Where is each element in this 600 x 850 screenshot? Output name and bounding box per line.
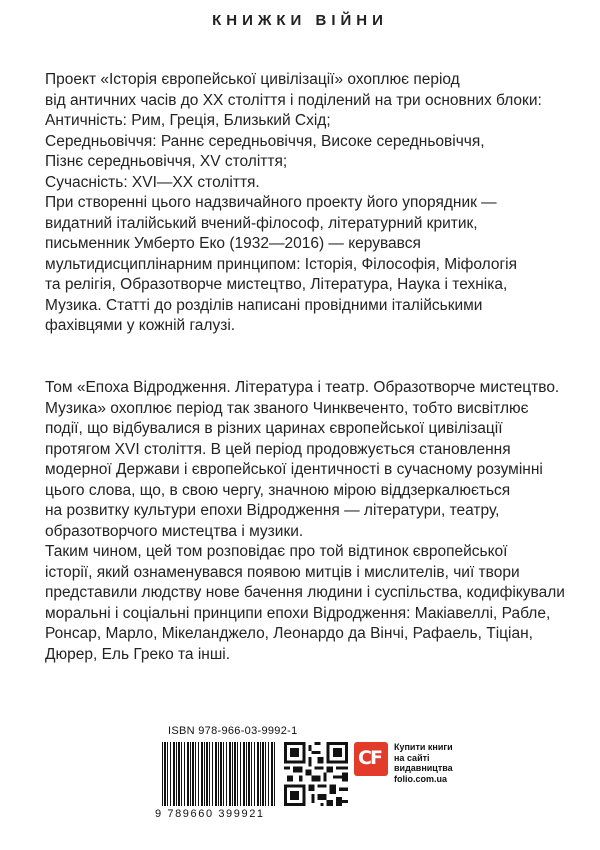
text-line: Том «Епоха Відродження. Література і театр. Образотворче мистецтво. bbox=[45, 379, 560, 396]
publisher-line: Купити книги bbox=[394, 742, 453, 752]
text-line: Дюрер, Ель Греко та інші. bbox=[45, 645, 231, 663]
text-line: видатний італійський вчений-філософ, літературний критик, bbox=[45, 214, 478, 232]
text-line: представили людству нове бачення людини і суспільства, кодифікували bbox=[45, 584, 565, 601]
publisher-line: видавництва bbox=[394, 763, 453, 773]
text-line: Сучасність: XVI—XX століття. bbox=[45, 173, 260, 191]
text-line: історії, який ознаменувався появою митців і мислителів, чиї твори bbox=[45, 563, 520, 581]
text-line: Античність: Рим, Греція, Близький Схід; bbox=[45, 112, 331, 129]
text-line: Ронсар, Марло, Мікеланджело, Леонардо да Вінчі, Рафаель, Тіціан, bbox=[45, 625, 533, 642]
text-line: Пізнє середньовіччя, XV століття; bbox=[45, 153, 288, 170]
text-line: Музика. Статті до розділів написані провідними італійськими bbox=[45, 296, 483, 314]
text-line: При створенні цього надзвичайного проекту його упорядник — bbox=[45, 194, 497, 211]
text-line: протягом XVI століття. В цей період продовжується становлення bbox=[45, 440, 511, 458]
text-line: образотворчого мистецтва і музики. bbox=[45, 522, 304, 540]
text-line: на розвитку культури епохи Відродження — літератури, театру, bbox=[45, 502, 500, 519]
text-line: Середньовіччя: Раннє середньовіччя, Високе середньовіччя, bbox=[45, 132, 485, 150]
text-line: Таким чином, цей том розповідає про той відтинок європейської bbox=[45, 543, 508, 560]
text-line: та релігія, Образотворче мистецтво, Література, Наука і техніка, bbox=[45, 276, 508, 293]
text-line: цього слова, що, в свою чергу, значною мірою віддзеркалюється bbox=[45, 481, 511, 499]
qr-code-icon[interactable] bbox=[284, 742, 348, 806]
text-line: письменник Умберто Еко (1932—2016) — керувався bbox=[45, 235, 421, 252]
barcode-icon bbox=[162, 742, 276, 806]
text-line: Музика» охоплює період так званого Чинквеченто, тобто висвітлює bbox=[45, 399, 529, 417]
text-line: моральні і соціальні принципи епохи Відродження: Макіавеллі, Рабле, bbox=[45, 604, 551, 622]
description-paragraph-1 bbox=[45, 70, 565, 337]
publisher-line: на сайті bbox=[394, 752, 430, 763]
text-line: події, що відбувалися в різних царинах європейської цивілізації bbox=[45, 420, 503, 437]
series-title: КНИЖКИ ВІЙНИ bbox=[212, 12, 388, 29]
text-line: від античних часів до XX століття і поділений на три основних блоки: bbox=[45, 91, 542, 109]
publisher-logo-text: CF bbox=[358, 747, 381, 769]
publisher-info bbox=[394, 742, 454, 784]
barcode-digits: 9 789660 399921 bbox=[155, 808, 279, 820]
text-line: Проект «Історія європейської цивілізації» охоплює період bbox=[45, 71, 460, 88]
text-line: фахівцями у кожній галузі. bbox=[45, 317, 236, 334]
publisher-logo bbox=[354, 742, 388, 776]
isbn-label: ISBN 978-966-03-9992-1 bbox=[168, 725, 298, 737]
text-line: модерної Держави і європейської ідентичності в сучасному розумінні bbox=[45, 461, 543, 478]
text-line: мультидисциплінарним принципом: Історія, Філософія, Міфологія bbox=[45, 255, 518, 273]
publisher-url[interactable]: folio.com.ua bbox=[394, 773, 448, 784]
description-paragraph-2 bbox=[45, 378, 565, 665]
